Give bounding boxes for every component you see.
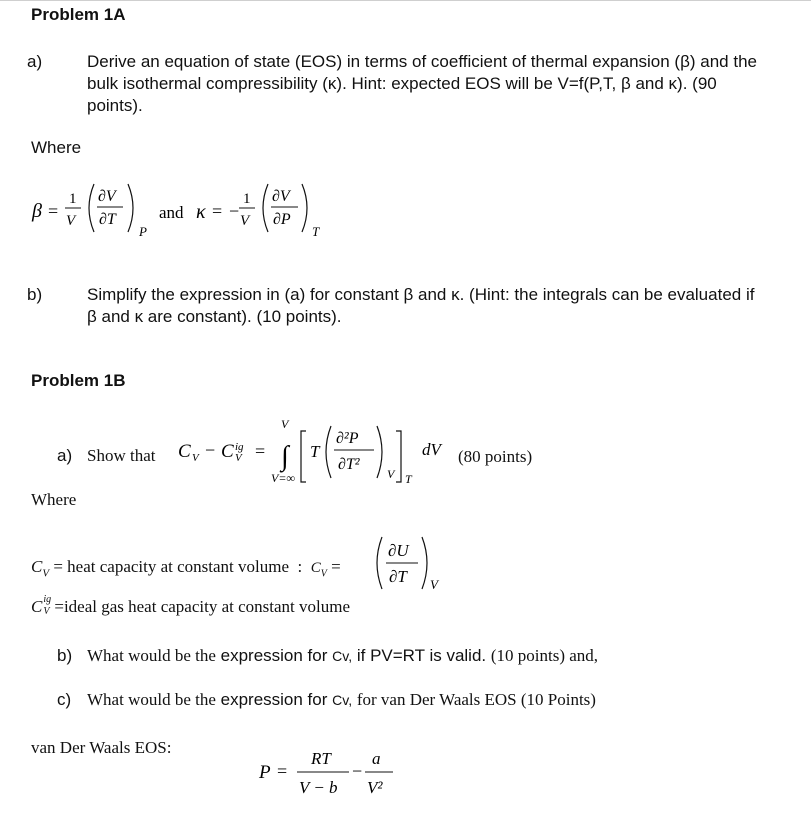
du-dt-derivative [372, 533, 452, 595]
beta-kappa-equation [28, 178, 338, 240]
part-c-q2: expression for [220, 690, 328, 709]
where-label-1b: Where [31, 490, 77, 509]
partial-t: ∂T [99, 211, 116, 228]
t-factor: T [310, 442, 320, 461]
cv-subscript: V [192, 452, 199, 464]
vdw-a: a [372, 749, 381, 768]
vdw-equation [255, 742, 405, 804]
part-b-cv: Cv, [332, 648, 353, 664]
cv-def-subscript-2: V [320, 568, 327, 580]
cv-def-symbol-2: C [310, 560, 321, 576]
part-a-points: (80 points) [458, 447, 533, 466]
left-paren-2 [263, 184, 268, 232]
left-bracket [301, 431, 306, 482]
partial-t-du: ∂T [389, 567, 407, 586]
fraction-numerator-2: 1 [243, 191, 251, 207]
integral-sign: ∫ [281, 441, 289, 472]
integral-upper-limit: V [281, 417, 289, 431]
cv-ig-def-symbol: C [31, 597, 43, 616]
du-left-paren [377, 537, 382, 589]
partial-p: ∂P [273, 211, 291, 228]
equals-sign-cv: = [255, 441, 266, 461]
vdw-denominator-1: V − b [299, 778, 338, 797]
subscript-t-outer: T [405, 472, 412, 486]
part-b-q3: if PV=RT is valid. [356, 646, 487, 665]
cv-def-subscript: V [42, 567, 50, 580]
part-c-q1: What would be the [87, 690, 216, 709]
vdw-denominator-2: V² [367, 778, 383, 797]
part-a-text: Derive an equation of state (EOS) in terms of coefficient of thermal expansion (β) and the bulk isothermal compressibility (κ). Hint: expected EOS will be V=f(P,T, β and κ). (90 points). [87, 52, 757, 115]
cv-ig-def-sub: V [43, 606, 50, 617]
partial-u: ∂U [388, 541, 409, 560]
cv-ig-def-text: ideal gas heat capacity at constant volume [63, 597, 350, 616]
subscript-v-inner: V [387, 467, 395, 481]
cv-ig-definition [31, 594, 350, 617]
beta-symbol: β [32, 200, 42, 222]
cv-symbol: C [178, 441, 191, 462]
subscript-p: P [139, 224, 147, 239]
fraction-numerator: 1 [69, 191, 77, 207]
cv-def-colon: : [289, 557, 311, 576]
cv-integral-equation [175, 412, 455, 488]
vdw-p: P [259, 762, 271, 783]
cv-ig-subscript: V [235, 452, 242, 464]
vdw-minus: − [352, 761, 363, 781]
vdw-rt: RT [311, 749, 331, 768]
part-b-q2: expression for [220, 646, 328, 665]
problem-1a-part-b [27, 284, 757, 328]
left-paren [89, 184, 94, 232]
cv-ig-symbol: C [221, 441, 234, 462]
part-1b-b-marker: b) [57, 646, 73, 665]
where-label-1a: Where [31, 138, 82, 157]
vdw-label: van Der Waals EOS: [31, 738, 172, 757]
right-paren [128, 184, 133, 232]
right-paren-2 [302, 184, 307, 232]
partial-v: ∂V [98, 188, 116, 205]
cv-def-text: heat capacity at constant volume [67, 557, 290, 576]
equals-sign: = [48, 201, 59, 221]
subscript-t: T [312, 224, 320, 239]
fraction-denominator-2: V [240, 213, 250, 229]
integral-lower-limit: V=∞ [271, 471, 295, 485]
dv-differential: dV [422, 440, 441, 459]
part-b-q4: (10 points) and, [490, 646, 599, 665]
part-b-marker: b) [27, 285, 43, 304]
part-1b-c-marker: c) [57, 690, 72, 709]
cv-definition [31, 557, 341, 579]
minus-sign-cv: − [205, 440, 216, 460]
partial-v-2: ∂V [272, 188, 290, 205]
cv-ig-indices [42, 594, 54, 617]
kappa-symbol: κ [196, 201, 206, 223]
cv-def-equals: = [53, 557, 68, 576]
show-that-text: Show that [87, 446, 156, 465]
minus-sign: − [229, 201, 240, 221]
cv-ig-def-sup: ig [43, 594, 52, 605]
ig-superscript: ig [235, 441, 244, 453]
problem-1b-title: Problem 1B [31, 371, 126, 390]
fraction-denominator: V [66, 213, 76, 229]
subscript-v-du: V [430, 577, 438, 592]
part-c-q3: for van Der Waals EOS (10 Points) [356, 690, 596, 709]
partial-t-squared: ∂T² [338, 456, 360, 473]
part-1b-a-marker: a) [57, 446, 73, 465]
part-b-text: Simplify the expression in (a) for constant β and κ. (Hint: the integrals can be evaluated if β and κ are constant). (10 points). [87, 285, 755, 326]
cv-def-equals-2: = [326, 557, 341, 576]
problem-1a-part-a [27, 51, 777, 117]
problem-1a-title: Problem 1A [31, 5, 126, 24]
inner-right-paren [377, 426, 382, 478]
top-rule [0, 0, 811, 1]
problem-1b-part-c [57, 690, 596, 710]
part-a-marker: a) [27, 52, 43, 71]
problem-1b-part-b [57, 646, 598, 666]
inner-left-paren [326, 426, 331, 478]
cv-def-symbol: C [31, 557, 43, 576]
second-partial-p: ∂²P [336, 430, 359, 447]
part-b-q1: What would be the [87, 646, 216, 665]
equals-sign-2: = [212, 201, 223, 221]
part-c-cv: Cv, [332, 692, 353, 708]
and-word: and [159, 203, 184, 222]
cv-ig-def-equals: = [54, 597, 64, 616]
right-bracket [396, 431, 401, 482]
vdw-equals: = [277, 761, 288, 781]
du-right-paren [422, 537, 427, 589]
